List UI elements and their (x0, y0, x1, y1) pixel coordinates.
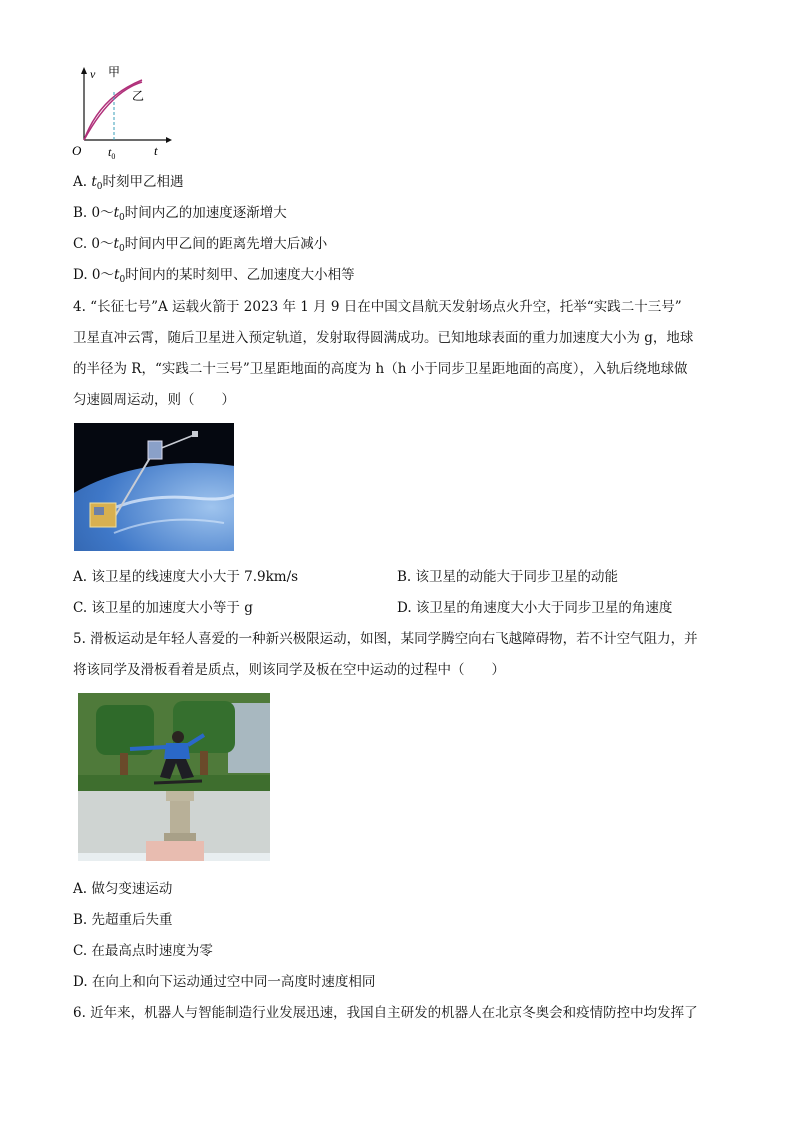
q3-option-a: A. $t_0$时刻甲乙相遇 (73, 174, 184, 192)
q3-option-d: D. $0\sim t_0$时间内的某时刻甲、乙加速度大小相等 (73, 267, 355, 285)
skateboard (154, 781, 202, 783)
q4-option-c: C. 该卫星的加速度大小等于 g (73, 600, 253, 616)
skateboard-image (78, 693, 270, 861)
obstacle-top (166, 791, 194, 801)
q5-option-d: D. 在向上和向下运动通过空中同一高度时速度相同 (73, 974, 376, 990)
skater-shirt (164, 743, 190, 759)
origin-label: O (72, 143, 82, 158)
q3-option-b: B. $0\sim t_0$时间内乙的加速度逐渐增大 (73, 205, 287, 223)
q5-option-b: B. 先超重后失重 (73, 912, 173, 928)
obstacle-pillar (170, 801, 190, 835)
jia-label: 甲 (108, 65, 121, 79)
t-axis-arrow (166, 137, 172, 143)
yi-label: 乙 (132, 89, 145, 103)
velocity-time-graph (70, 62, 180, 162)
q5-stem-line-2: 将该同学及滑板看着是质点，则该同学及板在空中运动的过程中（ ） (73, 662, 505, 678)
t-axis-label: t (154, 143, 158, 158)
q4-stem-line-3: 的半径为 R，“实践二十三号”卫星距地面的高度为 h（h 小于同步卫星距地面的高度），入轨后绕地球做 (73, 361, 688, 377)
t0-tick-label: $t_0$ (108, 145, 116, 161)
q4-stem-line-1: 4. “长征七号”A 运载火箭于 2023 年 1 月 9 日在中国文昌航天发射场点火升空，托举“实践二十三号” (73, 299, 682, 315)
q5-option-a: A. 做匀变速运动 (73, 881, 173, 897)
q6-stem-line-1: 6. 近年来，机器人与智能制造行业发展迅速，我国自主研发的机器人在北京冬奥会和疫情防控中均发挥了 (73, 1005, 698, 1021)
q3-option-c: C. $0\sim t_0$时间内甲乙间的距离先增大后减小 (73, 236, 328, 254)
satellite-image (74, 423, 234, 551)
q4-option-b: B. 该卫星的动能大于同步卫星的动能 (397, 569, 619, 585)
q5-stem-line-1: 5. 滑板运动是年轻人喜爱的一种新兴极限运动，如图，某同学腾空向右飞越障碍物，若不计空气阻力，并 (73, 631, 698, 647)
satellite-body-upper (148, 441, 162, 459)
q4-stem-line-2: 卫星直冲云霄，随后卫星进入预定轨道，发射取得圆满成功。已知地球表面的重力加速度大小为 g，地球 (73, 330, 694, 346)
q4-stem-line-4: 匀速圆周运动，则（ ） (73, 392, 235, 408)
q4-option-d: D. 该卫星的角速度大小大于同步卫星的角速度 (397, 600, 673, 616)
q5-option-c: C. 在最高点时速度为零 (73, 943, 213, 959)
v-axis-label: v (90, 67, 96, 81)
v-axis-arrow (81, 67, 87, 74)
q4-option-a: A. 该卫星的线速度大小大于 7.9km/s (73, 569, 299, 585)
